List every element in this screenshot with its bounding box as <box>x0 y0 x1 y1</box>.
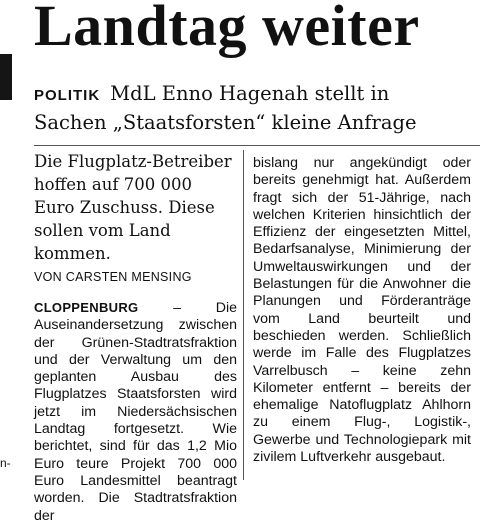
adjacent-article-edge <box>0 0 13 480</box>
body-left-text: – Die Auseinandersetzung zwischen der Grünen-Stadtratsfraktion und der Verwaltung um den geplanten Ausbau des Flugplatzes Staatsforsten wird jetzt im Niedersächsischen Landtag fortgesetzt. Wie berichtet, sind für das 1,2 Mio Euro teure Projekt 700 000 Euro Landesmittel beantragt worden. Die Stadtratsfraktion der <box>34 300 237 524</box>
adjacent-photo-fragment <box>0 54 12 100</box>
headline: Landtag weiter <box>34 0 420 58</box>
column-rule <box>243 150 244 480</box>
byline: VON CARSTEN MENSING <box>34 270 192 284</box>
column-right <box>253 150 471 466</box>
teaser: Die Flugplatz-Betreiber hoffen auf 700 000 Euro Zuschuss. Diese sollen vom Land kommen. <box>34 152 232 263</box>
column-left <box>34 150 237 525</box>
body-text-left <box>34 299 237 525</box>
adjacent-text-fragment: n- <box>0 456 11 470</box>
subheadline-block <box>34 80 464 136</box>
horizontal-rule <box>34 145 480 146</box>
section-kicker: POLITIK <box>34 87 101 104</box>
body-text-right: bislang nur angekündigt oder bereits genehmigt hat. Außerdem fragt sich der 51-Jährige, nach welchen Kriterien hinsichtlich der Effizienz der eingesetzten Mittel, Bedarfsanalyse, Minimierung der Umweltauswirkungen und der Belastungen für die Anwohner die Planungen und Förderanträge vom Land beurteilt und beschieden werden. Schließlich werde im Falle des Flugplatzes Varrelbusch – keine zehn Kilometer entfernt – bereits der ehemalige Natoflugplatz Ahlhorn zu einem Flug-, Logistik-, Gewerbe und Technologiepark mit zivilem Luftverkehr ausgebaut. <box>253 155 471 466</box>
subheadline: MdL Enno Hagenah stellt in Sachen „Staatsforsten“ kleine Anfrage <box>34 82 417 134</box>
dateline: CLOPPENBURG <box>34 300 139 315</box>
